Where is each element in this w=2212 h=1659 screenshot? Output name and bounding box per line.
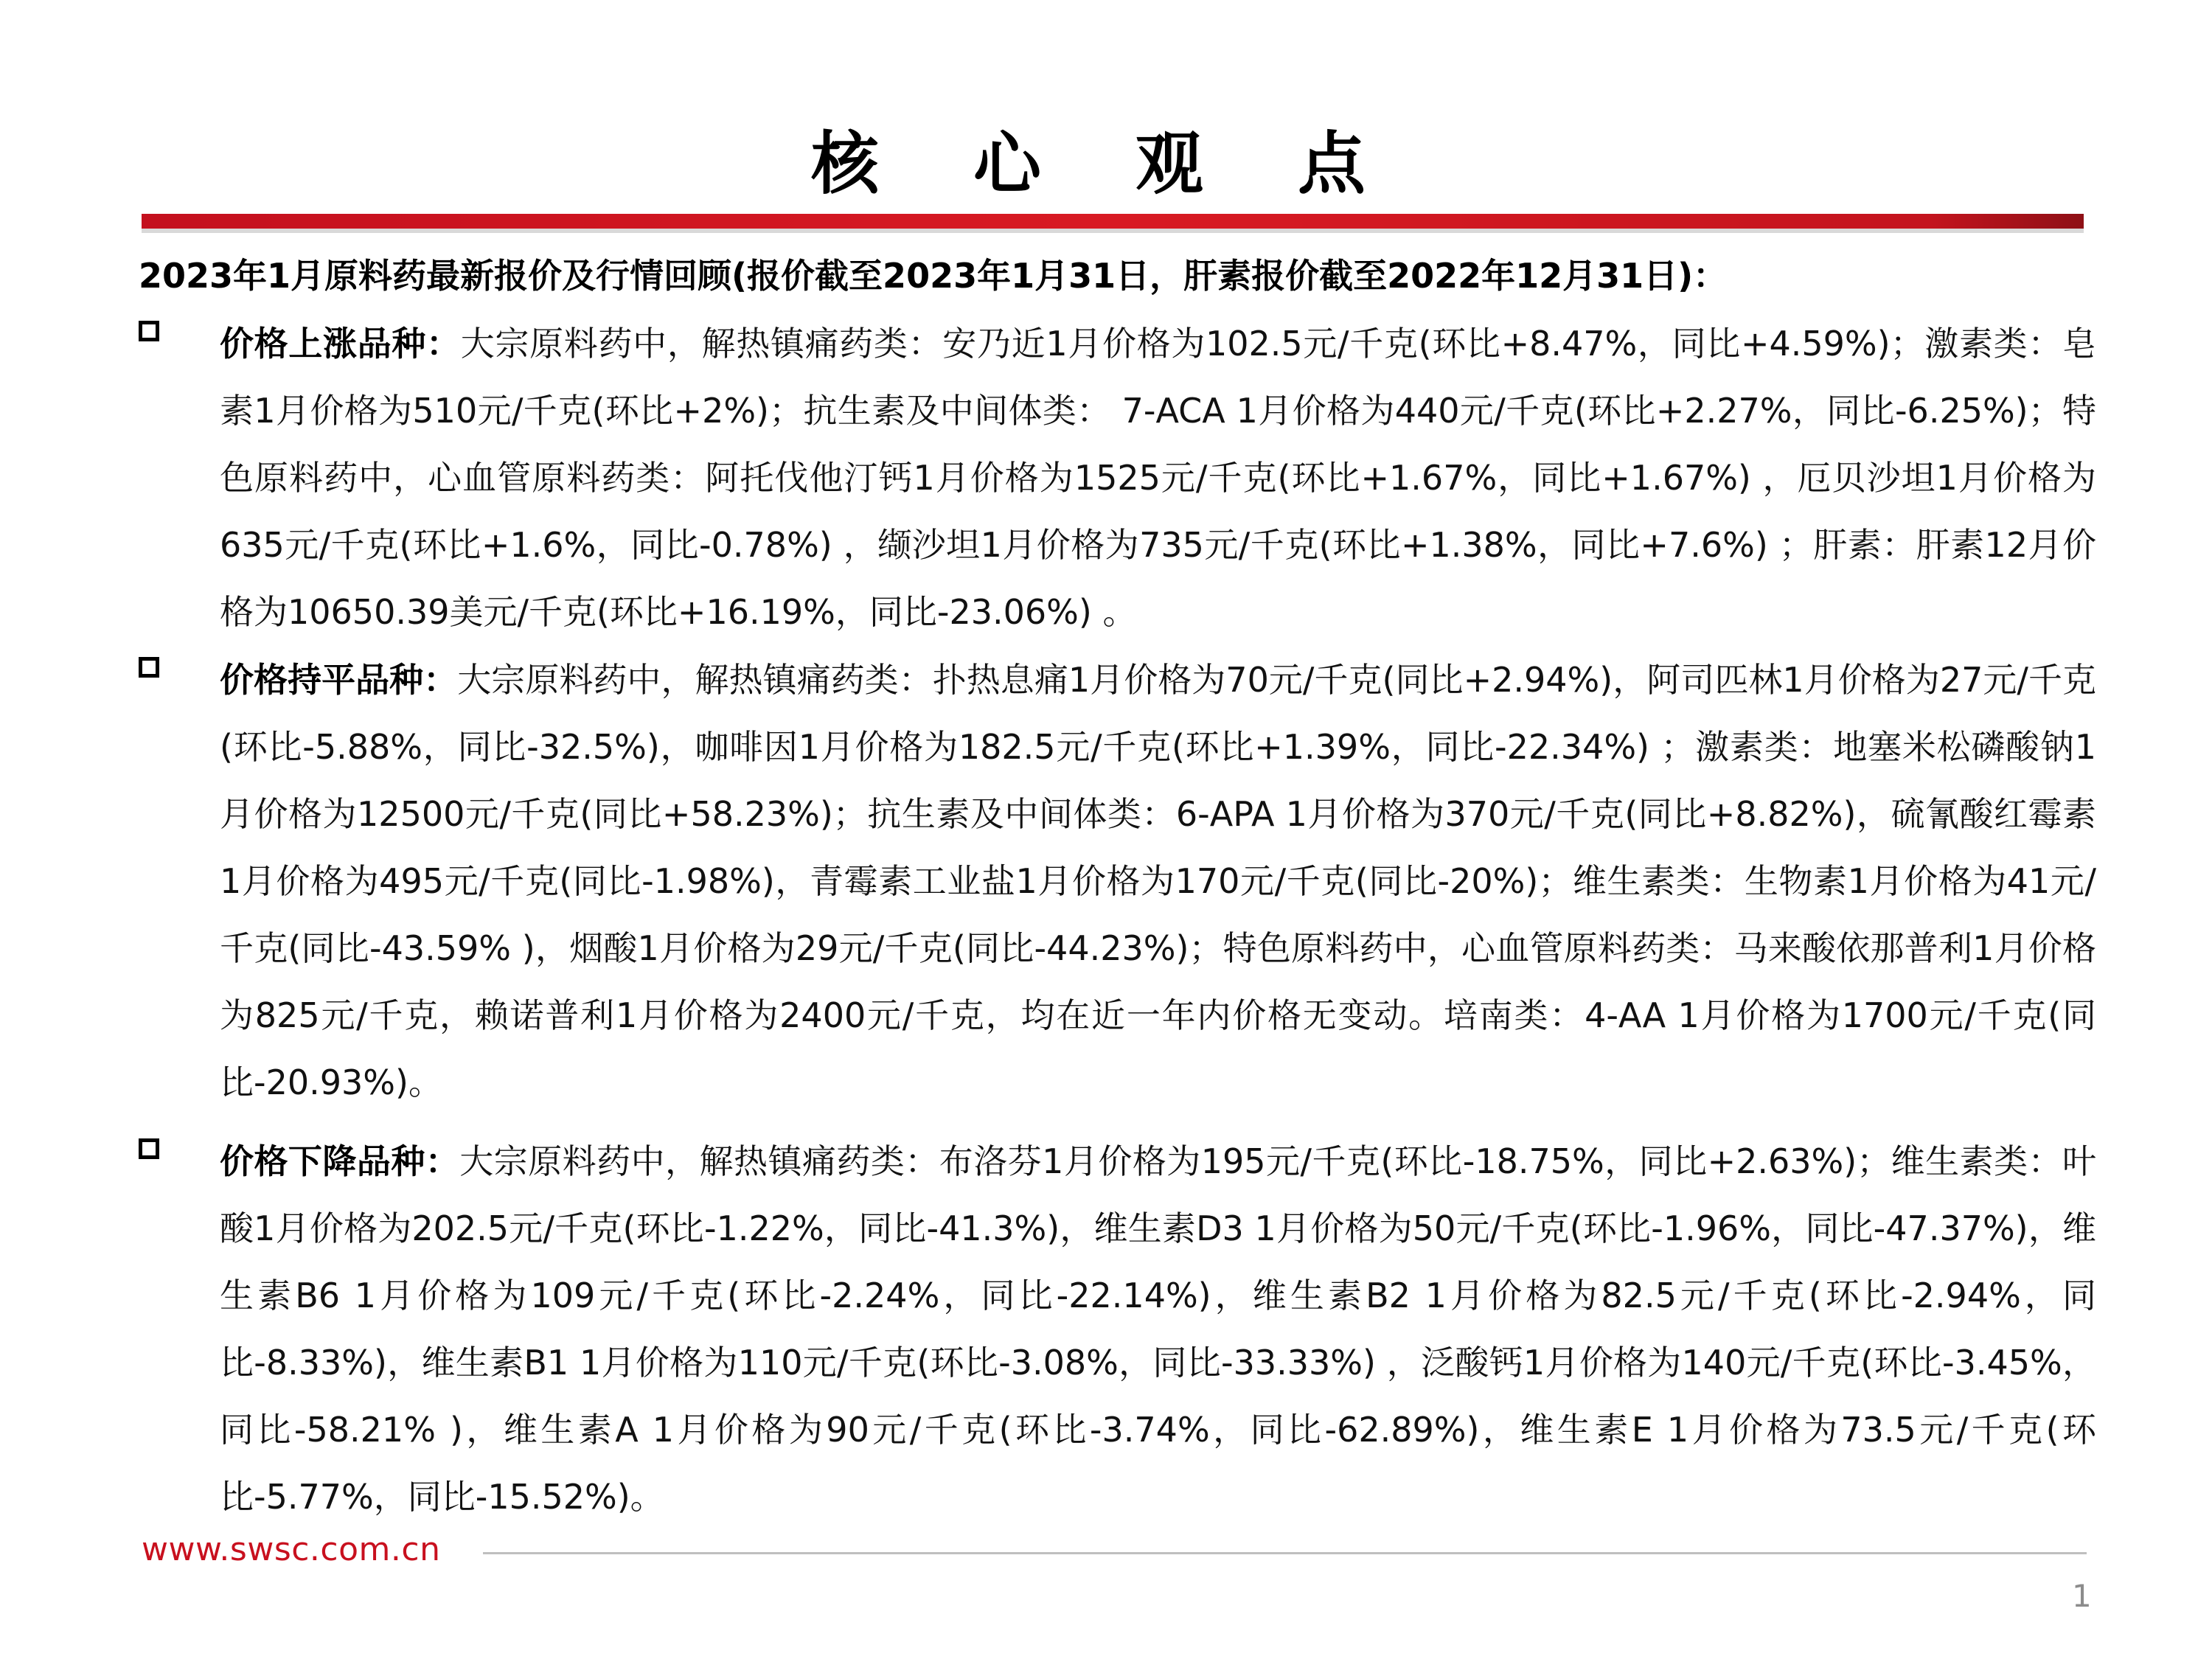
intro-heading: 2023年1月原料药最新报价及行情回顾(报价截至2023年1月31日，肝素报价截至2022年12月31日)：	[139, 256, 1728, 296]
title-divider-shadow	[142, 229, 2084, 233]
section-label: 价格下降品种：	[220, 1141, 460, 1181]
page-title: 核 心 观 点	[810, 125, 1402, 204]
footer-website-link[interactable]: www.swsc.com.cn	[142, 1531, 441, 1568]
section-label: 价格上涨品种：	[220, 324, 461, 364]
section-label: 价格持平品种：	[220, 660, 458, 700]
page-number: 1	[2072, 1578, 2092, 1614]
section-paragraph	[220, 1128, 2096, 1531]
title-divider	[142, 214, 2084, 229]
section-text: 大宗原料药中，解热镇痛药类：扑热息痛1月价格为70元/千克(同比+2.94%)，阿司匹林1月价格为27元/千克(环比-5.88%，同比-32.5%)，咖啡因1月价格为182.5元/千克(环比+1.39%，同比-22.34%) ；激素类：地塞米松磷酸钠1月价格为12500元/千克(同比+58.23%)；抗生素及中间体类：6-APA 1月价格为370元/千克(同比+8.82%)，硫氰酸红霉素1月价格为495元/千克(同比-1.98%)，青霉素工业盐1月价格为170元/千克(同比-20%)；维生素类：生物素1月价格为41元/千克(同比-43.59% )，烟酸1月价格为29元/千克(同比-44.23%)；特色原料药中，心血管原料药类：马来酸依那普利1月价格为825元/千克，赖诺普利1月价格为2400元/千克，均在近一年内价格无变动。培南类：4-AA 1月价格为1700元/千克(同比-20.93%)。	[220, 660, 2096, 1102]
section-paragraph	[220, 310, 2096, 646]
square-bullet-icon	[139, 321, 159, 341]
square-bullet-icon	[139, 657, 159, 678]
section-paragraph	[220, 647, 2096, 1116]
section-text: 大宗原料药中，解热镇痛药类：布洛芬1月价格为195元/千克(环比-18.75%，同比+2.63%)；维生素类：叶酸1月价格为202.5元/千克(环比-1.22%，同比-41.3%)，维生素D3 1月价格为50元/千克(环比-1.96%，同比-47.37%)，维生素B6 1月价格为109元/千克(环比-2.24%，同比-22.14%)，维生素B2 1月价格为82.5元/千克(环比-2.94%，同比-8.33%)，维生素B1 1月价格为110元/千克(环比-3.08%，同比-33.33%) ，泛酸钙1月价格为140元/千克(环比-3.45%，同比-58.21% )，维生素A 1月价格为90元/千克(环比-3.74%，同比-62.89%)，维生素E 1月价格为73.5元/千克(环比-5.77%，同比-15.52%)。	[220, 1141, 2096, 1517]
square-bullet-icon	[139, 1138, 159, 1159]
footer-divider	[483, 1552, 2087, 1554]
section-text: 大宗原料药中，解热镇痛药类：安乃近1月价格为102.5元/千克(环比+8.47%，同比+4.59%)；激素类：皂素1月价格为510元/千克(环比+2%)；抗生素及中间体类： 7-ACA 1月价格为440元/千克(环比+2.27%，同比-6.25%)；特色原料药中，心血管原料药类：阿托伐他汀钙1月价格为1525元/千克(环比+1.67%，同比+1.67%) ，厄贝沙坦1月价格为635元/千克(环比+1.6%，同比-0.78%) ，缬沙坦1月价格为735元/千克(环比+1.38%，同比+7.6%) ；肝素：肝素12月价格为10650.39美元/千克(环比+16.19%，同比-23.06%) 。	[220, 324, 2096, 632]
